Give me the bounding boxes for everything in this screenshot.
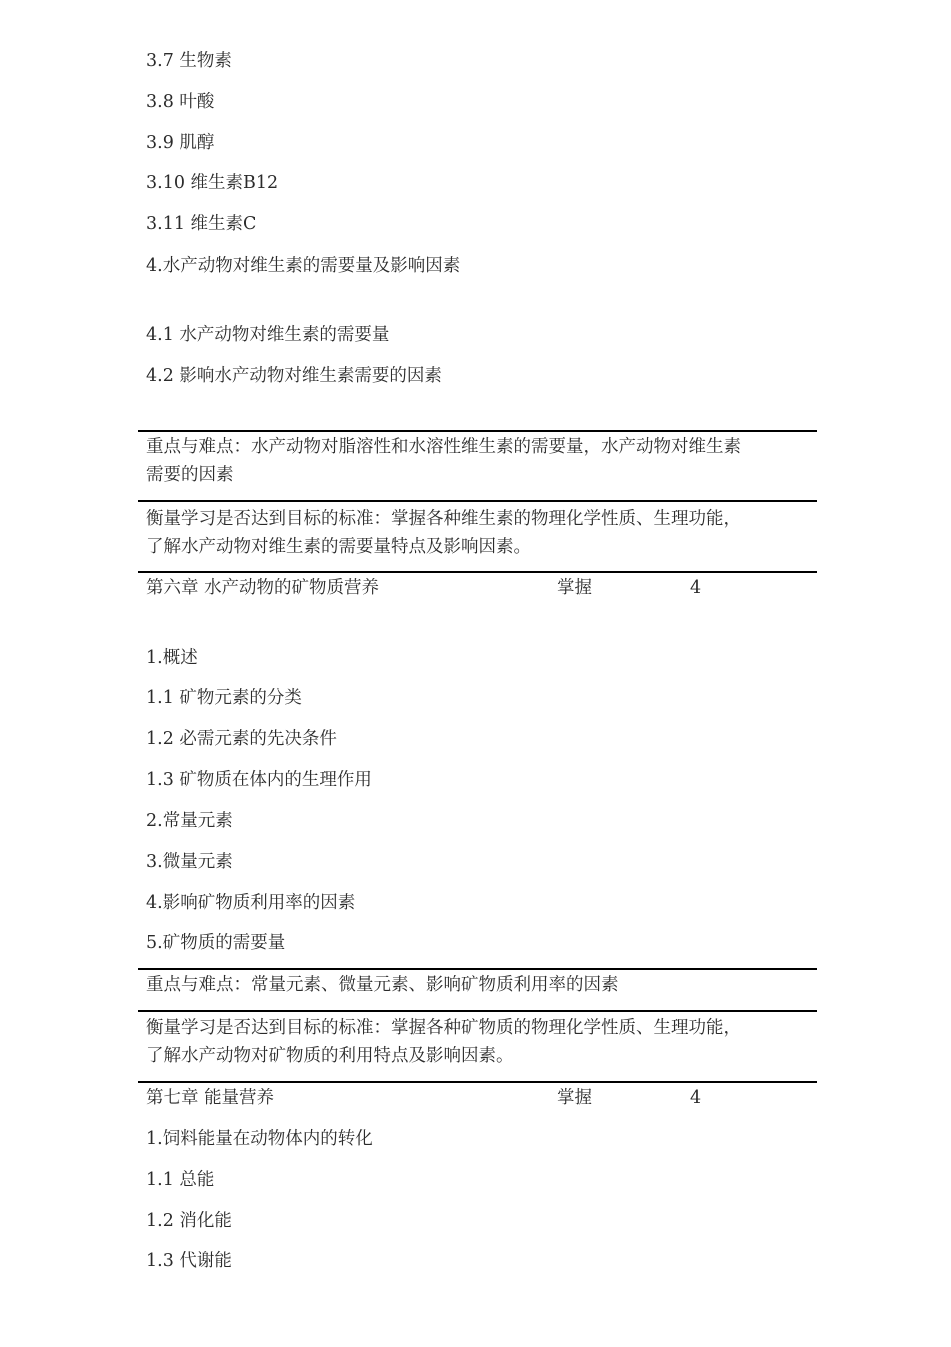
chapter-title: 第七章 能量营养 xyxy=(146,1088,275,1108)
table-rule xyxy=(138,430,817,432)
outline-item: 4.1 水产动物对维生素的需要量 xyxy=(146,325,390,345)
outline-item: 1.概述 xyxy=(146,648,198,668)
outline-item: 2.常量元素 xyxy=(146,811,233,831)
chapter-hours: 4 xyxy=(690,1088,702,1108)
outline-item: 3.9 肌醇 xyxy=(146,133,215,153)
chapter-requirement: 掌握 xyxy=(557,578,592,598)
outline-item: 1.1 总能 xyxy=(146,1170,215,1190)
outline-item: 1.饲料能量在动物体内的转化 xyxy=(146,1129,373,1149)
outline-item: 3.11 维生素C xyxy=(146,214,257,234)
outline-item: 1.3 矿物质在体内的生理作用 xyxy=(146,770,372,790)
section-heading: 4.水产动物对维生素的需要量及影响因素 xyxy=(146,256,461,276)
table-rule xyxy=(138,571,817,573)
chapter-hours: 4 xyxy=(690,578,702,598)
chapter-title: 第六章 水产动物的矿物质营养 xyxy=(146,578,380,598)
table-rule xyxy=(138,1081,817,1083)
key-points-cont: 需要的因素 xyxy=(146,465,234,485)
outline-item: 1.2 必需元素的先决条件 xyxy=(146,729,337,749)
standard: 衡量学习是否达到目标的标准：掌握各种矿物质的物理化学性质、生理功能， xyxy=(146,1018,741,1038)
outline-item: 3.8 叶酸 xyxy=(146,92,215,112)
standard-cont: 了解水产动物对维生素的需要量特点及影响因素。 xyxy=(146,537,531,557)
outline-item: 1.2 消化能 xyxy=(146,1211,232,1231)
outline-item: 3.10 维生素B12 xyxy=(146,173,279,193)
key-points: 重点与难点：常量元素、微量元素、影响矿物质利用率的因素 xyxy=(146,975,619,995)
standard-cont: 了解水产动物对矿物质的利用特点及影响因素。 xyxy=(146,1046,514,1066)
outline-item: 4.2 影响水产动物对维生素需要的因素 xyxy=(146,366,442,386)
outline-item: 5.矿物质的需要量 xyxy=(146,933,286,953)
table-rule xyxy=(138,500,817,502)
outline-item: 4.影响矿物质利用率的因素 xyxy=(146,893,356,913)
standard: 衡量学习是否达到目标的标准：掌握各种维生素的物理化学性质、生理功能， xyxy=(146,509,741,529)
table-rule xyxy=(138,1010,817,1012)
table-rule xyxy=(138,968,817,970)
outline-item: 1.1 矿物元素的分类 xyxy=(146,688,302,708)
chapter-requirement: 掌握 xyxy=(557,1088,592,1108)
outline-item: 3.微量元素 xyxy=(146,852,233,872)
key-points: 重点与难点：水产动物对脂溶性和水溶性维生素的需要量，水产动物对维生素 xyxy=(146,437,741,457)
outline-item: 3.7 生物素 xyxy=(146,51,232,71)
outline-item: 1.3 代谢能 xyxy=(146,1251,232,1271)
